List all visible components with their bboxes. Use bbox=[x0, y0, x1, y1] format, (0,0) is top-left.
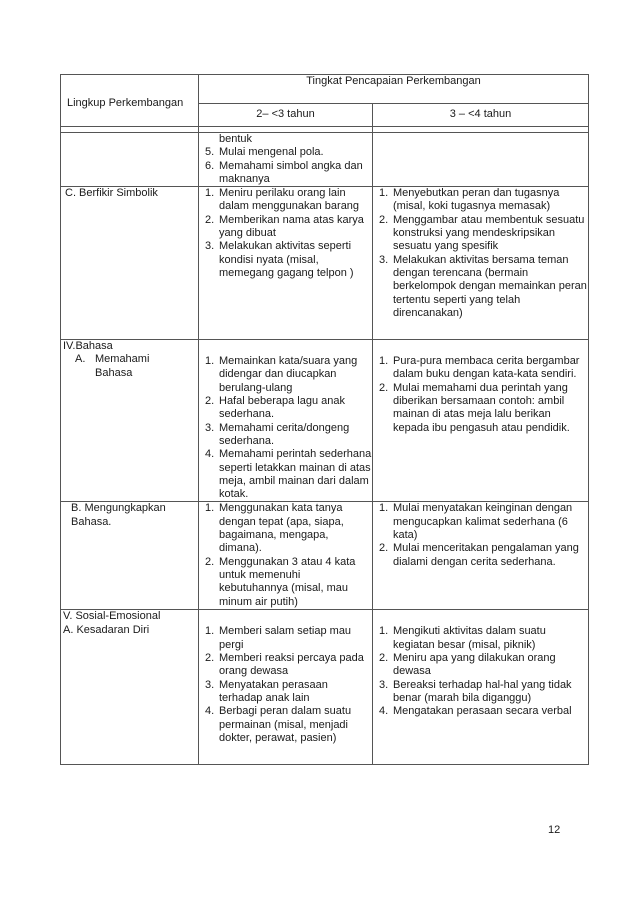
list-text: Pura-pura membaca cerita bergambar dalam buku dengan kata-kata sendiri. bbox=[393, 355, 580, 381]
list-text: Memainkan kata/suara yang didengar dan diucapkan berulang-ulang bbox=[219, 355, 358, 394]
continuation-empty-cell bbox=[373, 133, 589, 187]
list-item bbox=[373, 625, 588, 652]
header-lingkup bbox=[61, 75, 199, 127]
list-text: Menyebutkan peran dan tugasnya (misal, koki tugasnya memasak) bbox=[393, 187, 560, 213]
header-age-1 bbox=[199, 104, 373, 127]
berfikir-col2 bbox=[373, 187, 589, 340]
sub-label-text: A. Kesadaran Diri bbox=[63, 623, 150, 636]
list-number: 1. bbox=[379, 502, 389, 515]
memahami-col1 bbox=[199, 340, 373, 502]
mengungkapkan-col2 bbox=[373, 502, 589, 610]
list-text: Menggunakan kata tanya dengan tepat (apa, siapa, bagaimana, mengapa, dimana). bbox=[219, 502, 344, 555]
list-item bbox=[373, 652, 588, 679]
list-item bbox=[373, 705, 588, 718]
list-item bbox=[199, 214, 372, 241]
list-text: Bereaksi terhadap hal-hal yang tidak benar (marah bila diganggu) bbox=[393, 678, 572, 704]
list-item bbox=[373, 542, 588, 569]
list-item bbox=[199, 395, 372, 422]
row-label-text: B. Mengungkapkan Bahasa. bbox=[71, 502, 166, 528]
table-row bbox=[61, 133, 589, 187]
list-number: 2. bbox=[379, 542, 389, 555]
list-number: 2. bbox=[379, 381, 389, 394]
berfikir-list-1 bbox=[199, 187, 372, 280]
page-number: 12 bbox=[548, 824, 561, 836]
continuation-first-line: bentuk bbox=[219, 133, 253, 145]
list-number: 1. bbox=[379, 187, 389, 200]
list-number: 4. bbox=[379, 705, 389, 718]
list-text: Mulai memahami dua perintah yang diberikan bersamaan contoh: ambil mainan di atas meja lalu berikan kepada ibu pengasuh atau pendidik. bbox=[393, 381, 570, 434]
list-number: 2. bbox=[205, 395, 215, 408]
list-item bbox=[199, 187, 372, 214]
row-label-memahami bbox=[61, 340, 199, 502]
list-text: Mulai menceritakan pengalaman yang dialami dengan cerita sederhana. bbox=[393, 542, 579, 568]
memahami-list-2 bbox=[373, 355, 588, 435]
list-text: Berbagi peran dalam suatu permainan (misal, menjadi dokter, perawat, pasien) bbox=[219, 705, 352, 744]
list-text: Memahami perintah sederhana seperti letakkan mainan di atas meja, ambil mainan dari dalam kotak. bbox=[219, 448, 372, 501]
list-number: 3. bbox=[379, 678, 389, 691]
list-text: Mengatakan perasaan secara verbal bbox=[393, 705, 572, 718]
list-number: 3. bbox=[205, 678, 215, 691]
list-item bbox=[199, 679, 372, 706]
table-row bbox=[61, 610, 589, 765]
list-number: 1. bbox=[205, 625, 215, 638]
list-number: 2. bbox=[205, 213, 215, 226]
memahami-col2 bbox=[373, 340, 589, 502]
list-item bbox=[199, 705, 372, 745]
list-number: 4. bbox=[205, 705, 215, 718]
table-row bbox=[61, 187, 589, 340]
list-text: Menggunakan 3 atau 4 kata untuk memenuhi kebutuhannya (misal, mau minum air putih) bbox=[219, 555, 356, 608]
list-item bbox=[199, 625, 372, 652]
list-text: Mulai mengenal pola. bbox=[219, 146, 324, 159]
sosial-col2 bbox=[373, 610, 589, 765]
section-title-sosial: V. Sosial-Emosional bbox=[63, 610, 161, 623]
list-item bbox=[199, 502, 372, 555]
list-number: 5. bbox=[205, 146, 215, 159]
list-text: Memberi reaksi percaya pada orang dewasa bbox=[219, 652, 364, 678]
sosial-list-2 bbox=[373, 625, 588, 718]
list-number: 2. bbox=[379, 213, 389, 226]
mengungkapkan-col1 bbox=[199, 502, 373, 610]
list-text: Mulai menyatakan keinginan dengan mengucapkan kalimat sederhana (6 kata) bbox=[393, 502, 573, 542]
header-age-2-text: 3 – <4 tahun bbox=[449, 108, 512, 121]
row-label-text: C. Berfikir Simbolik bbox=[65, 187, 158, 200]
row-label-empty bbox=[61, 133, 199, 187]
list-item bbox=[373, 254, 588, 320]
list-number: 1. bbox=[205, 355, 215, 368]
table-row bbox=[61, 340, 589, 502]
list-item bbox=[199, 240, 372, 280]
list-item bbox=[199, 448, 372, 501]
header-age-1-text: 2– <3 tahun bbox=[256, 108, 315, 121]
list-text: Memahami cerita/dongeng sederhana. bbox=[219, 421, 350, 447]
list-text: Meniru apa yang dilakukan orang dewasa bbox=[393, 652, 556, 678]
list-text: Memberi salam setiap mau pergi bbox=[219, 625, 352, 651]
header-tingkat-text: Tingkat Pencapaian Perkembangan bbox=[306, 75, 481, 87]
section-title-bahasa: IV.Bahasa bbox=[63, 340, 113, 353]
list-item bbox=[199, 422, 372, 449]
list-item bbox=[373, 214, 588, 254]
list-item bbox=[373, 382, 588, 435]
row-label-mengungkapkan bbox=[61, 502, 199, 610]
row-label-sosial bbox=[61, 610, 199, 765]
list-number: 4. bbox=[205, 448, 215, 461]
development-table bbox=[60, 74, 589, 765]
list-text: Melakukan aktivitas seperti kondisi nyata (misal, memegang gagang telpon ) bbox=[219, 240, 354, 279]
berfikir-list-2 bbox=[373, 187, 588, 320]
list-item bbox=[373, 502, 588, 542]
list-number: 1. bbox=[205, 502, 215, 515]
list-item bbox=[199, 556, 372, 609]
continuation-list bbox=[199, 146, 372, 186]
list-text: Meniru perilaku orang lain dalam menggunakan barang bbox=[219, 187, 360, 213]
list-item bbox=[373, 679, 588, 706]
list-text: Memahami simbol angka dan maknanya bbox=[219, 159, 363, 185]
berfikir-col1 bbox=[199, 187, 373, 340]
list-number: 2. bbox=[205, 555, 215, 568]
mengungkapkan-list-2 bbox=[373, 502, 588, 568]
memahami-list-1 bbox=[199, 355, 372, 501]
list-number: 3. bbox=[205, 421, 215, 434]
sub-label-letter: A. bbox=[75, 353, 86, 366]
list-item bbox=[199, 160, 372, 187]
header-tingkat bbox=[199, 75, 589, 104]
sub-label bbox=[63, 353, 198, 380]
mengungkapkan-list-1 bbox=[199, 502, 372, 608]
list-number: 1. bbox=[379, 625, 389, 638]
sosial-list-1 bbox=[199, 625, 372, 745]
list-number: 3. bbox=[379, 253, 389, 266]
list-number: 1. bbox=[379, 355, 389, 368]
list-number: 3. bbox=[205, 240, 215, 253]
list-number: 1. bbox=[205, 187, 215, 200]
table-row bbox=[61, 502, 589, 610]
list-item bbox=[373, 355, 588, 382]
list-item bbox=[199, 146, 372, 159]
list-text: Hafal beberapa lagu anak sederhana. bbox=[219, 395, 345, 421]
list-text: Mengikuti aktivitas dalam suatu kegiatan besar (misal, piknik) bbox=[393, 625, 546, 651]
row-label-berfikir bbox=[61, 187, 199, 340]
sosial-col1 bbox=[199, 610, 373, 765]
list-text: Menyatakan perasaan terhadap anak lain bbox=[219, 678, 328, 704]
list-number: 2. bbox=[205, 652, 215, 665]
list-text: Melakukan aktivitas bersama teman dengan terencana (bermain berkelompok dengan memainkan peran tertentu seperti yang telah direncanakan) bbox=[393, 253, 587, 319]
list-text: Memberikan nama atas karya yang dibuat bbox=[219, 213, 364, 240]
list-item bbox=[373, 187, 588, 214]
list-number: 2. bbox=[379, 652, 389, 665]
list-item bbox=[199, 355, 372, 395]
list-text: Menggambar atau membentuk sesuatu konstruksi yang mendeskripsikan sesuatu yang spesifik bbox=[393, 213, 585, 253]
sub-label-text: Memahami Bahasa bbox=[95, 353, 150, 379]
header-lingkup-text: Lingkup Perkembangan bbox=[67, 96, 184, 109]
list-item bbox=[199, 652, 372, 679]
list-number: 6. bbox=[205, 159, 215, 172]
continuation-cell bbox=[199, 133, 373, 187]
header-age-2 bbox=[373, 104, 589, 127]
